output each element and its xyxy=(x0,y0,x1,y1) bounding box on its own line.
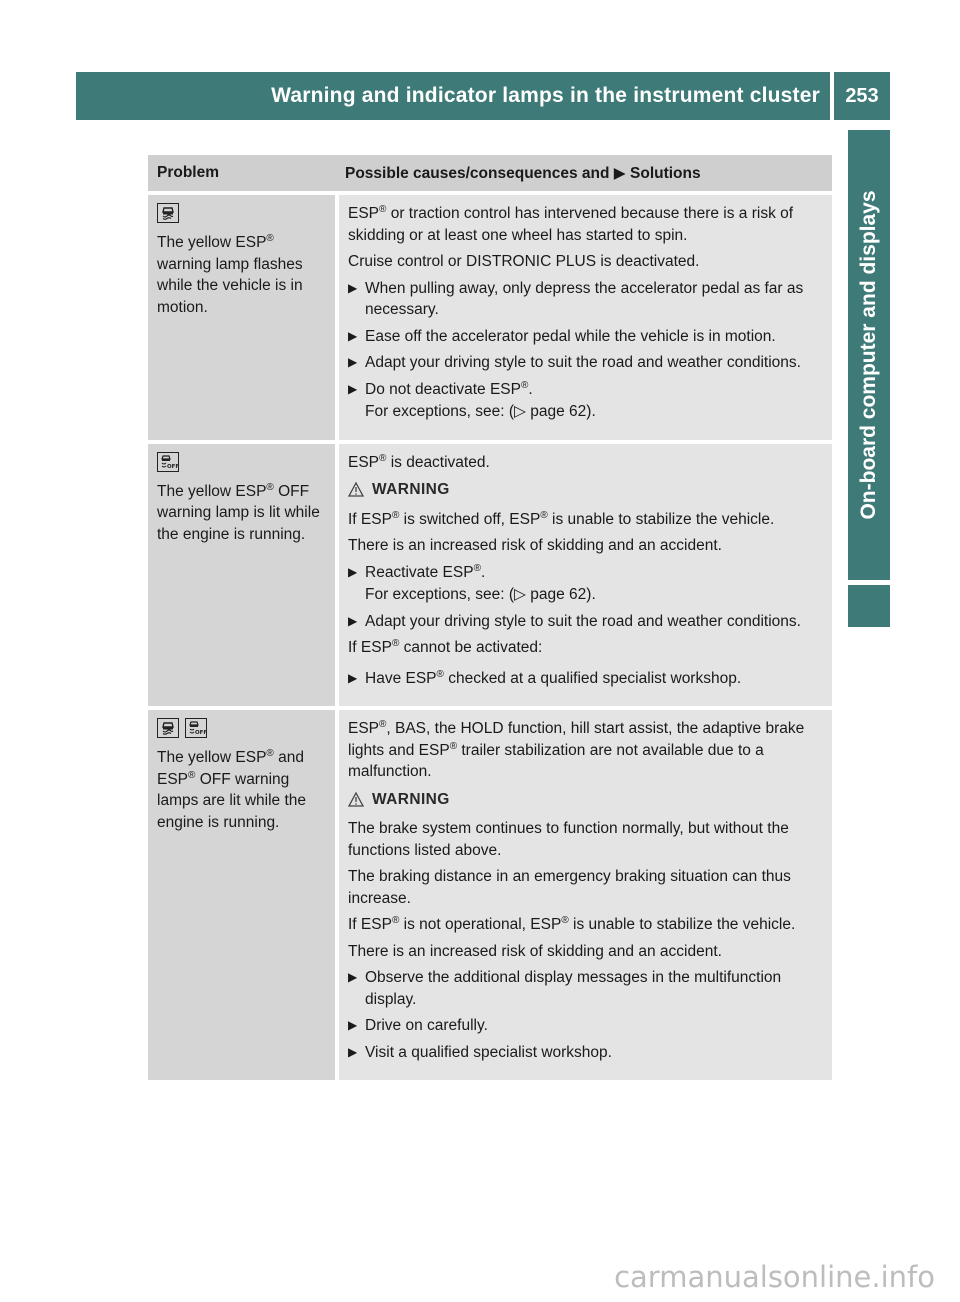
column-header-solutions: Possible causes/consequences and ▶ Solutions xyxy=(345,164,701,182)
problem-cell xyxy=(148,195,335,440)
solution-step: ▶ Reactivate ESP®. xyxy=(348,562,828,584)
step-arrow-icon: ▶ xyxy=(348,328,358,343)
step-arrow-icon: ▶ xyxy=(348,1044,358,1059)
problem-text: engine is running. xyxy=(157,813,280,831)
warning-triangle-icon xyxy=(348,792,364,807)
warning-triangle-icon xyxy=(348,482,364,497)
problem-cell xyxy=(148,444,335,707)
condition-text: If ESP® cannot be activated: xyxy=(348,637,543,656)
solution-step: ▶ Have ESP® checked at a qualified specialist workshop. xyxy=(348,668,828,690)
step-arrow-icon: ▶ xyxy=(348,970,358,984)
step-arrow-icon: ▶ xyxy=(348,613,358,628)
page-number: 253 xyxy=(845,84,879,107)
step-arrow-icon: ▶ xyxy=(348,381,358,396)
page-reference: For exceptions, see: (▷ page 62). xyxy=(365,403,596,420)
cause-text: ESP® is deactivated. xyxy=(348,452,490,471)
solution-step: ▶ Observe the additional display messages in the multifunction display. xyxy=(348,967,828,1010)
table-header xyxy=(148,155,832,191)
solution-step: ▶ Adapt your driving style to suit the road and weather conditions. xyxy=(348,611,828,633)
step-arrow-icon: ▶ xyxy=(348,355,358,369)
esp-off-icon xyxy=(157,452,179,472)
page-number-box xyxy=(834,72,890,120)
warning-heading: WARNING xyxy=(348,479,828,501)
header-bar xyxy=(76,72,830,120)
chapter-tab-label: On-board computer and displays xyxy=(857,190,880,520)
solution-step: ▶ Do not deactivate ESP®. xyxy=(348,379,828,401)
warning-text: The brake system continues to function normally, but without the functions listed above. xyxy=(348,820,789,859)
solution-step: ▶ Visit a qualified specialist workshop. xyxy=(348,1042,828,1064)
step-arrow-icon: ▶ xyxy=(348,564,358,579)
problem-solutions-table xyxy=(148,155,832,1080)
cause-text: ESP® or traction control has intervened because there is a risk of skidding or at least one wheel has started to spin. xyxy=(348,203,794,244)
page-reference: For exceptions, see: (▷ page 62). xyxy=(365,586,596,603)
problem-text: motion. xyxy=(157,298,208,316)
svg-text:OFF: OFF xyxy=(195,730,208,736)
step-arrow-icon: ▶ xyxy=(348,280,358,295)
esp-icon xyxy=(157,718,179,738)
solution-step: ▶ When pulling away, only depress the accelerator pedal as far as necessary. xyxy=(348,278,828,321)
watermark: carmanualsonline.info xyxy=(614,1260,935,1294)
warning-text: If ESP® is switched off, ESP® is unable to stabilize the vehicle. xyxy=(348,509,775,528)
solutions-cell xyxy=(335,710,832,1080)
problem-text: lamps are lit while the xyxy=(157,792,307,809)
consequence-text: Cruise control or DISTRONIC PLUS is deactivated. xyxy=(348,253,700,270)
problem-text: while the vehicle is in xyxy=(157,277,303,294)
table-row xyxy=(148,191,832,440)
cause-text: ESP®, BAS, the HOLD function, hill start assist, the adaptive brake lights and ESP® trailer stabilization are not available due to a malfunction. xyxy=(348,718,805,780)
problem-text: the engine is running. xyxy=(157,525,306,543)
esp-off-icon xyxy=(185,718,207,738)
warning-heading: WARNING xyxy=(348,789,828,811)
warning-text: There is an increased risk of skidding and an accident. xyxy=(348,537,722,554)
warning-text: There is an increased risk of skidding and an accident. xyxy=(348,942,722,960)
solutions-cell xyxy=(335,444,832,707)
solution-step: ▶ Adapt your driving style to suit the road and weather conditions. xyxy=(348,352,828,374)
warning-text: If ESP® is not operational, ESP® is unable to stabilize the vehicle. xyxy=(348,914,796,933)
problem-cell xyxy=(148,710,335,1080)
solution-step: ▶ Drive on carefully. xyxy=(348,1015,828,1037)
solutions-cell xyxy=(335,195,832,440)
page-section-title: Warning and indicator lamps in the instrument cluster xyxy=(271,84,820,107)
step-arrow-icon: ▶ xyxy=(348,670,358,685)
table-row xyxy=(148,706,832,1080)
warning-text: The braking distance in an emergency braking situation can thus increase. xyxy=(348,868,791,907)
problem-text: The yellow ESP® xyxy=(157,232,274,251)
problem-text: warning lamp is lit while xyxy=(157,504,320,521)
problem-text: warning lamp flashes xyxy=(157,255,303,273)
solution-step: ▶ Ease off the accelerator pedal while the vehicle is in motion. xyxy=(348,326,828,348)
column-header-problem: Problem xyxy=(157,164,220,181)
step-arrow-icon: ▶ xyxy=(348,1018,358,1032)
svg-text:OFF: OFF xyxy=(167,463,180,470)
problem-text: ESP® OFF warning xyxy=(157,769,290,788)
problem-text: The yellow ESP® OFF xyxy=(157,481,310,500)
table-row xyxy=(148,440,832,707)
problem-text: The yellow ESP® and xyxy=(157,747,304,766)
esp-icon xyxy=(157,203,179,223)
chapter-marker xyxy=(848,585,890,627)
